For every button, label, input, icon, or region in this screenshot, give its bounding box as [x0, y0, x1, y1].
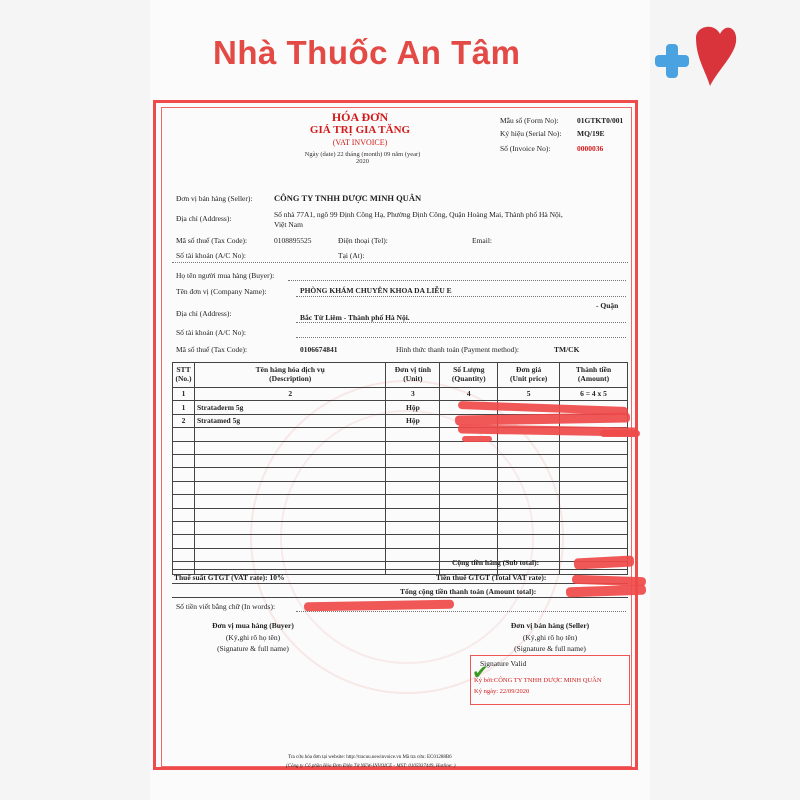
- vat-rate-label: Thuế suất GTGT (VAT rate): 10%: [174, 573, 285, 582]
- payment-method-label: Hình thức thanh toán (Payment method):: [396, 345, 519, 354]
- seller-at-label: Tại (At):: [338, 251, 365, 260]
- col-header-description: Tên hàng hóa dịch vụ (Description): [194, 363, 385, 388]
- table-cell: 1: [173, 401, 195, 414]
- buyer-address-line: [296, 322, 626, 323]
- redaction-mark: [462, 436, 492, 442]
- table-cell: 5: [498, 388, 560, 401]
- buyer-name-line: [288, 280, 626, 281]
- buyer-signature-sub-en: (Signature & full name): [217, 644, 289, 653]
- seller-label: Đơn vị bán hàng (Seller):: [176, 194, 253, 203]
- buyer-address: Bắc Từ Liêm - Thành phố Hà Nội.: [300, 313, 410, 322]
- table-index-row: [173, 388, 628, 401]
- table-row: [173, 454, 628, 467]
- seller-signature-sub: (Ký,ghi rõ họ tên): [522, 633, 578, 642]
- table-cell: Hộp: [386, 401, 440, 414]
- buyer-company-line: [296, 296, 626, 297]
- serial-no-label: Ký hiệu (Serial No):: [500, 129, 562, 138]
- col-header-no: STT (No.): [173, 363, 195, 388]
- seller-address-cont: Việt Nam: [274, 220, 303, 229]
- table-row: [173, 441, 628, 454]
- buyer-address-label: Địa chỉ (Address):: [176, 309, 232, 318]
- col-header-unit-price: Đơn giá (Unit price): [498, 363, 560, 388]
- table-cell: 3: [386, 388, 440, 401]
- table-cell: 6 = 4 x 5: [560, 388, 628, 401]
- seller-signature-sub-en: (Signature & full name): [514, 644, 586, 653]
- table-cell: 2: [194, 388, 385, 401]
- table-cell: 1: [173, 388, 195, 401]
- footer-lookup: Tra cứu hóa đơn tại website: http://tracuu.newinvoice.vn Mã tra cứu: EC01288B6: [288, 755, 452, 760]
- table-cell: Strataderm 5g: [194, 401, 385, 414]
- pharmacy-logo-icon: [648, 20, 738, 92]
- col-header-amount: Thành tiền (Amount): [560, 363, 628, 388]
- divider: [172, 262, 628, 263]
- table-row: [173, 521, 628, 534]
- col-header-unit: Đơn vị tính (Unit): [386, 363, 440, 388]
- buyer-label: Họ tên người mua hàng (Buyer):: [176, 271, 275, 280]
- invoice-no-value: 0000036: [577, 144, 604, 153]
- table-cell: 2: [173, 414, 195, 427]
- table-row: [173, 508, 628, 521]
- seller-phone-label: Điện thoại (Tel):: [338, 236, 388, 245]
- table-row: [173, 495, 628, 508]
- buyer-signature-title: Đơn vị mua hàng (Buyer): [212, 621, 294, 630]
- table-header-row: [173, 363, 628, 388]
- col-header-quantity: Số Lượng (Quantity): [440, 363, 498, 388]
- buyer-tax-label: Mã số thuế (Tax Code):: [176, 345, 248, 354]
- seller-name: CÔNG TY TNHH DƯỢC MINH QUÂN: [274, 193, 422, 203]
- signature-valid-label: Signature Valid: [480, 659, 527, 668]
- table-cell: 4: [440, 388, 498, 401]
- checkmark-icon: ✔: [472, 660, 489, 684]
- buyer-signature-sub: (Ký,ghi rõ họ tên): [225, 633, 281, 642]
- buyer-address-suffix: - Quận: [596, 301, 619, 310]
- seller-email-label: Email:: [472, 236, 492, 245]
- seller-address: Số nhà 77A1, ngõ 99 Định Công Hạ, Phường Định Công, Quận Hoàng Mai, Thành phố Hà Nội,: [274, 210, 563, 219]
- buyer-account-label: Số tài khoản (A/C No):: [176, 328, 246, 337]
- table-cell: Hộp: [386, 414, 440, 427]
- invoice-title-vat: GIÁ TRỊ GIA TĂNG: [309, 124, 411, 136]
- signed-date: Ký ngày: 22/09/2020: [474, 688, 530, 695]
- invoice-date: Ngày (date) 22 tháng (month) 09 năm (year) 2020: [304, 151, 421, 165]
- table-row: [173, 481, 628, 494]
- buyer-account-line: [296, 337, 626, 338]
- footer-company: (Công ty Cổ phần Hóa Đơn Điện Tử NEW-INVOICE - MST: 0105937449, Hotline: ): [286, 764, 456, 769]
- seller-tax-label: Mã số thuế (Tax Code):: [176, 236, 248, 245]
- subtotal-label: Cộng tiền hàng (Sub total):: [452, 558, 540, 567]
- table-row: [173, 468, 628, 481]
- buyer-company-label: Tên đơn vị (Company Name):: [176, 287, 267, 296]
- brand-name: Nhà Thuốc An Tâm: [213, 34, 521, 71]
- items-table: [172, 362, 628, 575]
- in-words-label: Số tiền viết bằng chữ (In words):: [176, 602, 276, 611]
- buyer-company: PHÒNG KHÁM CHUYÊN KHOA DA LIỄU E: [300, 286, 452, 295]
- signed-by: Ký bởi:CÔNG TY TNHH DƯỢC MINH QUÂN: [474, 677, 602, 684]
- vat-total-label: Tiền thuế GTGT (Total VAT rate):: [436, 573, 547, 582]
- invoice-title: HÓA ĐƠN: [331, 110, 389, 124]
- invoice-no-label: Số (Invoice No):: [500, 144, 551, 153]
- payment-method-value: TM/CK: [554, 345, 580, 354]
- seller-tax-code: 0108895525: [274, 236, 312, 245]
- table-cell: Stratamed 5g: [194, 414, 385, 427]
- invoice-title-en: (VAT INVOICE): [332, 138, 388, 147]
- seller-signature-title: Đơn vị bán hàng (Seller): [510, 621, 590, 630]
- buyer-tax-code: 0106674841: [300, 345, 338, 354]
- seller-account-label: Số tài khoản (A/C No):: [176, 251, 246, 260]
- table-row: [173, 535, 628, 548]
- form-no-label: Mẫu số (Form No):: [500, 116, 559, 125]
- form-no-value: 01GTKT0/001: [577, 116, 624, 125]
- subtotal-row: [172, 556, 628, 570]
- amount-total-label: Tổng cộng tiền thanh toán (Amount total):: [400, 587, 537, 596]
- seller-address-label: Địa chỉ (Address):: [176, 214, 232, 223]
- redaction-mark: [600, 430, 640, 437]
- serial-no-value: MQ/19E: [577, 129, 605, 138]
- in-words-line: [296, 611, 626, 612]
